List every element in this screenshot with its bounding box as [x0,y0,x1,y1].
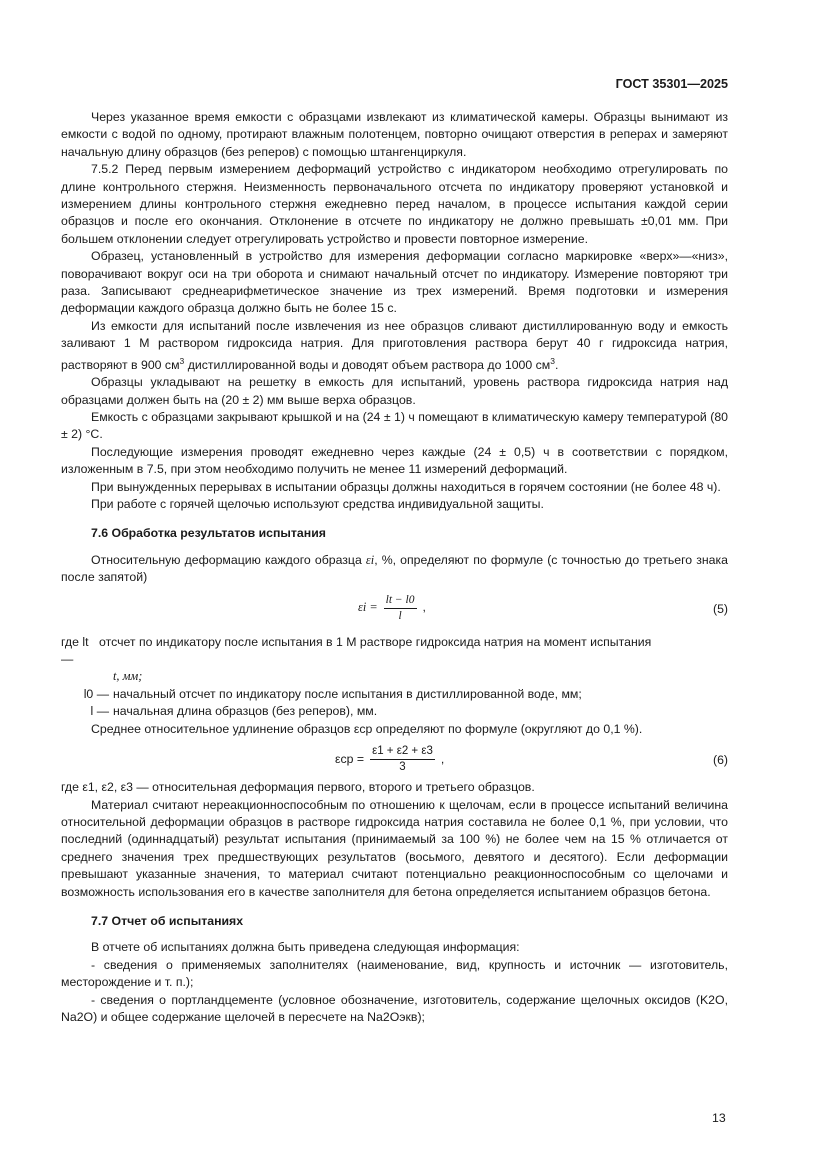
paragraph: Емкость с образцами закрывают крышкой и на (24 ± 1) ч помещают в климатическую камеру температурой (80 ± 2) °C. [61,410,728,442]
definition-term: где lt — [61,634,89,667]
paragraph: Последующие измерения проводят ежедневно через каждые (24 ± 0,5) ч в соответствии с порядком, изложенным в 7.5, при этом необходимо получить не менее 11 измерений деформаций. [61,444,728,477]
formula-5-fraction: $\frac{lt - l0}{l}$ [385,593,415,622]
paragraph: При работе с горячей щелочью используют средства индивидуальной защиты. [91,497,544,512]
paragraph: Образцы укладывают на решетку в емкость для испытаний, уровень раствора гидроксида натрия над образцами должен быть на (20 ± 2) мм выше верха образцов. [61,375,728,407]
document-code-header: ГОСТ 35301—2025 [615,77,728,91]
definition-term: l0 — [83,686,109,701]
definition-text: начальная длина образцов (без реперов), мм. [113,704,378,719]
formula-6-lhs: εср = [335,751,365,766]
formula-5-number: (5) [712,601,728,616]
definition-text: начальный отсчет по индикатору после испытания в дистиллированной воде, мм; [113,686,582,701]
conclusion-paragraph: Материал считают нереакционноспособным по отношению к щелочам, если в процессе испытаний величина относительной деформации образцов в растворе гидроксида натрия составила не более 0,1 %, при условии, что последний (одиннадцатый) результат испытания (принимаемый за 100 %) не более чем на 15 % отличается от среднего значения трех предшествующих результатов (восьмого, девятого и десятого). Если деформации превышают указанные значения, то материал считают потенциально реакционноспособным со щелочами и возможность использования его в качестве заполнителя для бетона определяется испытанием образцов бетона. [61,797,728,899]
section-heading-7-7: 7.7 Отчет об испытаниях [91,913,244,928]
page-number: 13 [712,1111,726,1125]
formula-5-lhs: εi = [358,600,378,615]
report-intro: В отчете об испытаниях должна быть приведена следующая информация: [91,940,520,955]
paragraph: Образец, установленный в устройство для измерения деформации согласно маркировке «верх»—«низ», поворачивают вокруг оси на три оборота и снимают начальный отсчет по индикатору. Измерение повторяют три раза. Записывают среднеарифметическое значение из трех измерений. Время подготовки и измерения деформации каждого образца должно быть не более 15 с. [61,249,728,316]
clause-7-5-2: 7.5.2 Перед первым измерением деформаций устройство с индикатором необходимо отрегулировать по длине контрольного стержня. Неизменность первоначального отсчета по индикатору проверяют установкой и измерением длины контрольного стержня ежедневно перед началом, в процессе испытания каждой серии образцов и после его окончания. Отклонение в отсчете по индикатору не должно превышать ±0,01 мм. При большем отклонении следует отрегулировать устройство и провести повторное измерение. [61,162,728,246]
paragraph: Через указанное время емкости с образцами извлекают из климатической камеры. Образцы вынимают из емкости с водой по одному, протирают влажным полотенцем, повторно очищают отверстия в реперах и замеряют начальную длину образцов (без реперов) с помощью штангенциркуля. [61,110,728,159]
definition-term: l — [90,704,109,719]
definition-text: отсчет по индикатору после испытания в 1 М растворе гидроксида натрия на момент испытания [99,634,652,649]
formula-6-number: (6) [712,753,728,768]
formula-intro: Относительную деформацию каждого образца εi, %, определяют по формуле (с точностью до третьего знака после запятой) [61,552,728,585]
paragraph-naoh-solution: Из емкости для испытаний после извлечения из нее образцов сливают дистиллированную воду и емкость заливают 1 М раствором гидроксида натрия. Для приготовления раствора берут 40 г гидроксида натрия, растворяют в 900 $см^3$ дистиллированной воды и доводят объем раствора до 1000 $см^3$. [61,318,728,372]
definition-continuation: t, мм; [113,669,143,684]
paragraph: При вынужденных перерывах в испытании образцы должны находиться в горячем состоянии (не более 48 ч). [91,479,721,494]
mean-elongation-text: Среднее относительное удлинение образцов εср определяют по формуле (округляют до 0,1 %). [91,721,643,736]
formula-5-definitions [61,634,728,721]
formula-6-definitions: где ε1, ε2, ε3 — относительная деформация первого, второго и третьего образцов. [61,780,535,795]
report-item: - сведения о портландцементе (условное обозначение, изготовитель, содержание щелочных оксидов (K2O, Na2O) и общее содержание щелочей в пересчете на Na2Oэкв); [61,992,728,1024]
report-item: - сведения о применяемых заполнителях (наименование, вид, крупность и источник — изготовитель, месторождение и т. п.); [61,957,728,990]
page-body [61,109,728,1026]
formula-5: εi = $\frac{lt - l0}{l}$ , (5) [358,593,728,622]
section-heading-7-6: 7.6 Обработка результатов испытания [91,526,326,541]
formula-6-fraction: $\frac{\varepsilon 1 + \varepsilon 2 + \varepsilon 3}{3}$ [372,745,433,774]
formula-6: εср = $\frac{\varepsilon 1 + \varepsilon 2 + \varepsilon 3}{3}$ , (6) [335,745,728,774]
